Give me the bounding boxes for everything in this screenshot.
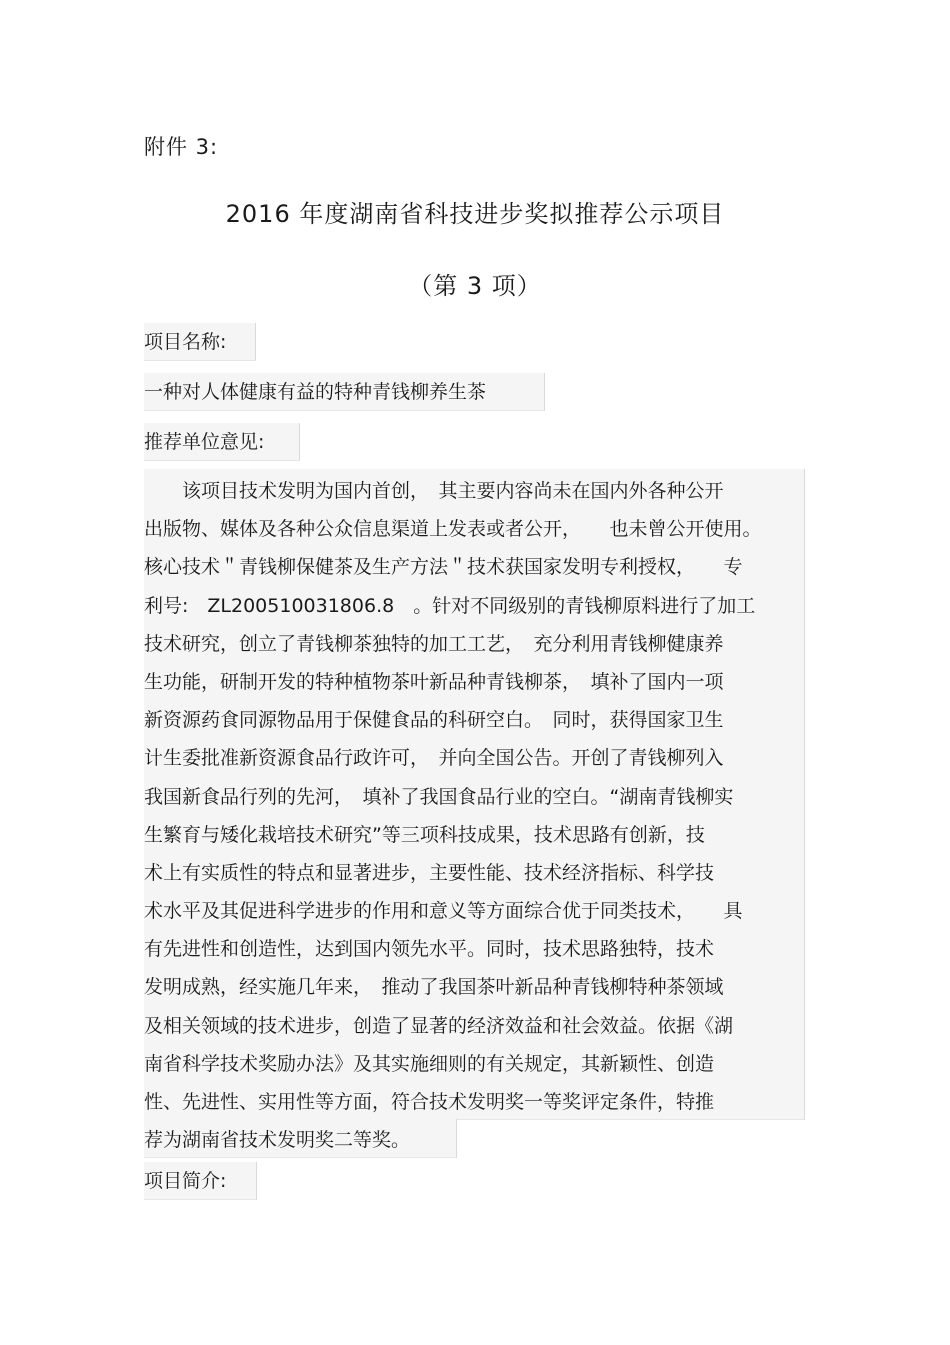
- attachment-label: 附件 3:: [144, 135, 219, 159]
- recommendation-line: 利号: ZL200510031806.8 。针对不同级别的青钱柳原料进行了加工: [144, 594, 756, 617]
- recommendation-line: 出版物、媒体及各种公众信息渠道上发表或者公开， 也未曾公开使用。: [144, 518, 762, 541]
- recommendation-line: 新资源药食同源物品用于保健食品的科研空白。 同时，获得国家卫生: [144, 709, 724, 732]
- project-name-value: 一种对人体健康有益的特种青钱柳养生茶: [144, 373, 545, 411]
- recommendation-line: 技术研究，创立了青钱柳茶独特的加工工艺， 充分利用青钱柳健康养: [144, 632, 724, 655]
- recommendation-label: 推荐单位意见:: [144, 423, 300, 461]
- recommendation-line: 及相关领域的技术进步，创造了显著的经济效益和社会效益。依据《湖: [144, 1014, 734, 1037]
- recommendation-text: [144, 472, 812, 1159]
- recommendation-line: 核心技术＂青钱柳保健茶及生产方法＂技术获国家发明专利授权， 专: [144, 556, 743, 579]
- recommendation-line: 生功能，研制开发的特种植物茶叶新品种青钱柳茶， 填补了国内一项: [144, 670, 724, 693]
- recommendation-line: 有先进性和创造性，达到国内领先水平。同时，技术思路独特，技术: [144, 938, 715, 961]
- document-subtitle: （第 3 项）: [408, 272, 542, 300]
- recommendation-line: 术上有实质性的特点和显著进步，主要性能、技术经济指标、科学技: [144, 861, 715, 884]
- recommendation-line: 发明成熟，经实施几年来， 推动了我国茶叶新品种青钱柳特种茶领域: [144, 976, 724, 999]
- recommendation-line: 计生委批准新资源食品行政许可， 并向全国公告。开创了青钱柳列入: [144, 747, 724, 770]
- project-intro-label: 项目简介:: [144, 1162, 257, 1200]
- recommendation-line: 荐为湖南省技术发明奖二等奖。: [144, 1129, 411, 1152]
- recommendation-line: 性、先进性、实用性等方面，符合技术发明奖一等奖评定条件，特推: [144, 1091, 715, 1113]
- project-name-label: 项目名称:: [144, 323, 256, 361]
- recommendation-line: 南省科学技术奖励办法》及其实施细则的有关规定，其新颖性、创造: [144, 1052, 715, 1075]
- document-title: 2016 年度湖南省科技进步奖拟推荐公示项目: [225, 200, 725, 228]
- recommendation-line: 我国新食品行列的先河， 填补了我国食品行业的空白。“湖南青钱柳实: [144, 785, 734, 808]
- recommendation-line: 术水平及其促进科学进步的作用和意义等方面综合优于同类技术， 具: [144, 900, 743, 923]
- recommendation-line: 该项目技术发明为国内首创， 其主要内容尚未在国内外各种公开: [144, 480, 724, 502]
- recommendation-line: 生繁育与矮化栽培技术研究”等三项科技成果，技术思路有创新，技: [144, 823, 705, 846]
